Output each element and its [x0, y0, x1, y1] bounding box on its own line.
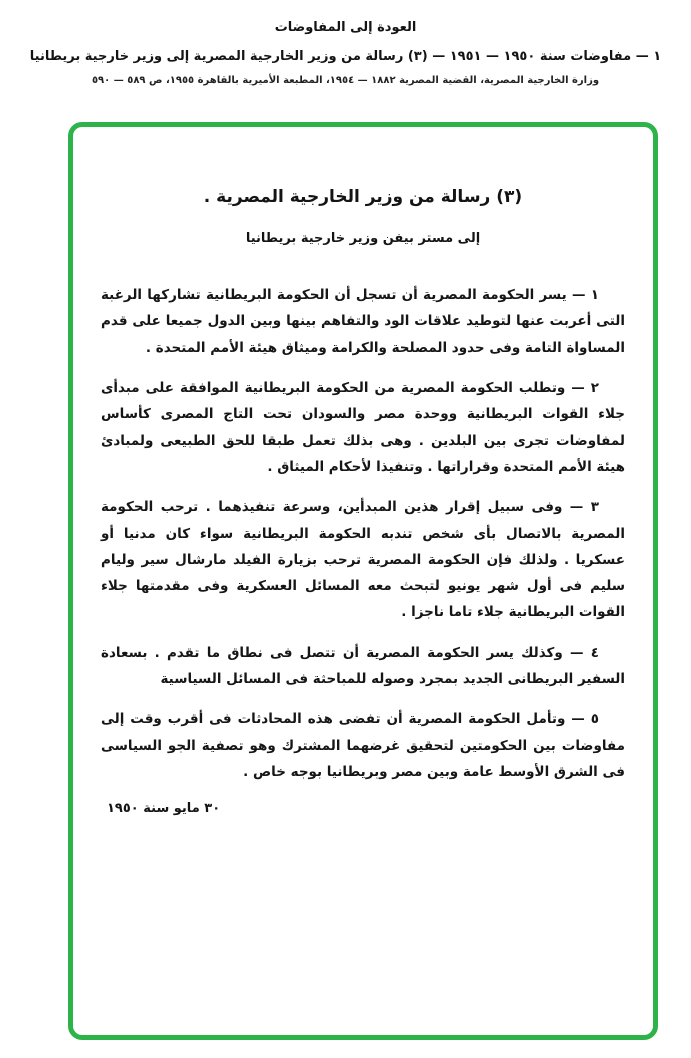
document-subtitle: إلى مستر بيفن وزير خارجية بريطانيا [245, 231, 481, 246]
document-frame [68, 122, 658, 1040]
document-paragraph: ٣ — وفى سبيل إقرار هذين المبدأين، وسرعة تنفيذهما . ترحب الحكومة المصرية بالاتصال بأى شخص تندبه الحكومة البريطانية سواء كان مدنيا أو عسكريا . ولذلك فإن الحكومة المصرية ترحب بزيارة الفيلد مارشال سير وليام سليم فى أول شهر يونيو لتبحث معه المسائل العسكرية وفى مقدمتها جلاء القوات البريطانية جلاء تاما ناجزا . [101, 499, 625, 621]
page-header [0, 0, 691, 86]
document-title: (٣) رسالة من وزير الخارجية المصرية . [203, 187, 523, 207]
document-paragraph: ١ — يسر الحكومة المصرية أن تسجل أن الحكومة البريطانية تشاركها الرغبة التى أعربت عنها لتوطيد علاقات الود والتفاهم بينها وبين الدول جميعا على قدم المساواة التامة وفى حدود المصلحة والكرامة وميثاق هيئة الأمم المتحدة . [101, 287, 625, 356]
back-to-negotiations-heading: العودة إلى المفاوضات [274, 20, 417, 35]
document-paragraph: ٥ — وتأمل الحكومة المصرية أن تفضى هذه المحادثات فى أقرب وقت إلى مفاوضات بين الحكومتين لتحقيق غرضهما المشترك وهو تصفية الجو السياسى فى الشرق الأوسط عامة وبين مصر وبريطانيا بوجه خاص . [101, 711, 625, 780]
document-body [101, 282, 625, 785]
source-citation: وزارة الخارجية المصرية، القضية المصرية ١٨٨٢ — ١٩٥٤، المطبعة الأميرية بالقاهرة ١٩٥٥، ص ٥٨٩ — ٥٩٠ [91, 75, 600, 86]
document-paragraph: ٢ — وتطلب الحكومة المصرية من الحكومة البريطانية الموافقة على مبدأى جلاء القوات البريطانية ووحدة مصر والسودان تحت التاج المصرى كأساس لمفاوضات تجرى بين البلدين . وهى بذلك تعمل طبقا للحق الطبيعى ولمبادئ هيئة الأمم المتحدة وقراراتها . وتنفيذا لأحكام الميثاق . [101, 379, 625, 475]
document-date: ٣٠ مايو سنة ١٩٥٠ [107, 801, 221, 817]
document-paragraph: ٤ — وكذلك يسر الحكومة المصرية أن تتصل فى نطاق ما تقدم . بسعادة السفير البريطانى الجديد بمجرد وصوله للمباحثة فى المسائل السياسية [101, 644, 625, 688]
chapter-title: ١ — مفاوضات سنة ١٩٥٠ — ١٩٥١ — (٣) رسالة من وزير الخارجية المصرية إلى وزير خارجية بريطانيا [29, 49, 662, 64]
